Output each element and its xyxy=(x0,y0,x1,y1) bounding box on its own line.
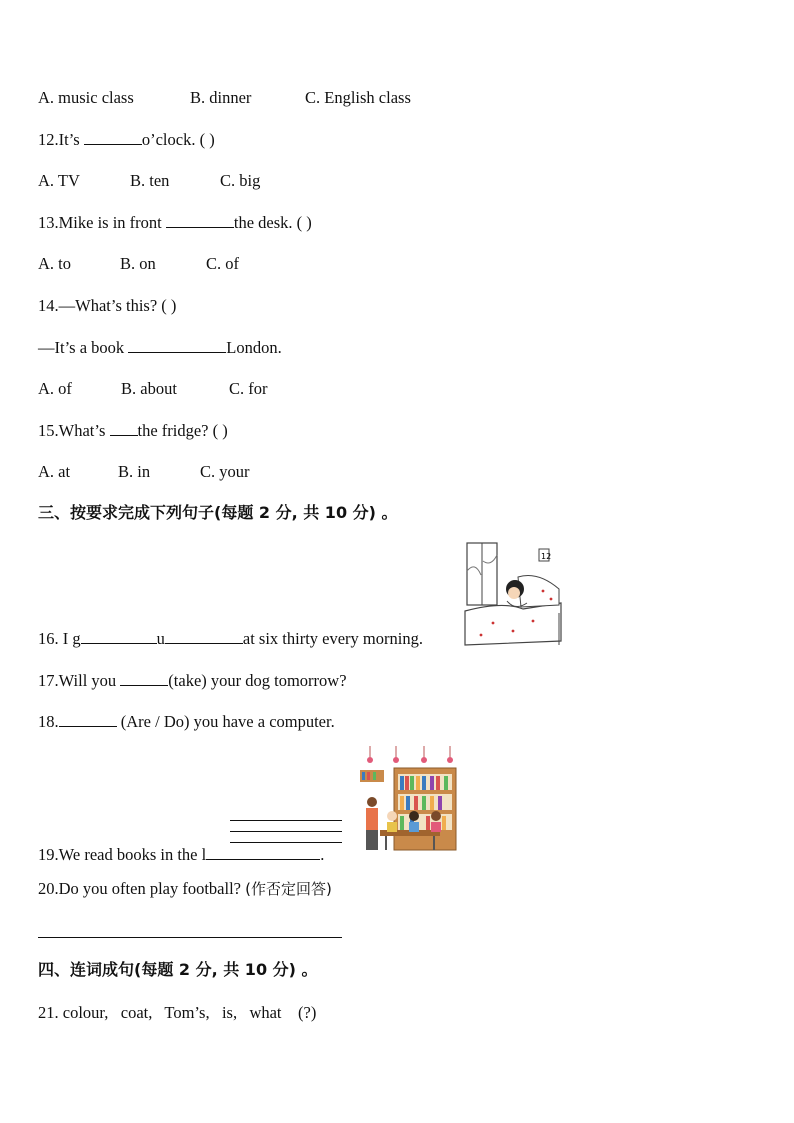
section-4-heading: 四、连词成句(每题 2 分, 共 10 分) 。 xyxy=(38,960,318,979)
question-text: What’s xyxy=(58,421,110,440)
option: B. ten xyxy=(130,171,170,190)
q11-options xyxy=(38,88,411,108)
question-text: —It’s a book xyxy=(38,338,129,357)
question-text: u xyxy=(156,629,165,648)
question-text: . colour, coat, Tom’s, is, what (?) xyxy=(54,1003,317,1022)
question-text: Will you xyxy=(58,671,121,690)
question-text: I g xyxy=(62,629,81,648)
question-12 xyxy=(38,130,215,150)
question-number: 12. xyxy=(38,130,59,149)
option: C. big xyxy=(220,171,261,190)
question-text: It’s xyxy=(58,130,84,149)
answer-blank[interactable] xyxy=(110,421,138,436)
option: C. of xyxy=(206,254,239,273)
question-text: Mike is in front xyxy=(58,213,166,232)
option: A. TV xyxy=(38,171,80,190)
option: B. about xyxy=(121,379,177,398)
question-text: . xyxy=(320,845,325,864)
question-number: 19. xyxy=(38,845,59,864)
question-text: We read books in the l xyxy=(58,845,207,864)
option: A. music class xyxy=(38,88,134,107)
question-17 xyxy=(38,671,347,691)
option: C. for xyxy=(229,379,268,398)
question-19 xyxy=(38,845,324,865)
q13-options xyxy=(38,254,239,274)
question-13 xyxy=(38,213,312,233)
q14-options xyxy=(38,379,268,399)
answer-blank[interactable] xyxy=(166,213,234,228)
writing-line xyxy=(230,831,342,832)
question-text: the fridge? ( ) xyxy=(137,421,228,440)
answer-line[interactable] xyxy=(38,937,342,938)
instruction-text: (作否定回答) xyxy=(245,880,332,898)
question-text: Do you often play football? xyxy=(58,879,246,898)
question-text: the desk. ( ) xyxy=(233,213,312,232)
question-number: 14. xyxy=(38,296,59,315)
question-text: (Are / Do) you have a computer. xyxy=(116,712,335,731)
question-14-answer xyxy=(38,338,282,358)
svg-text:12: 12 xyxy=(541,552,552,561)
option: C. your xyxy=(200,462,250,481)
answer-blank[interactable] xyxy=(206,845,320,860)
option: A. to xyxy=(38,254,71,273)
question-text: —What’s this? ( ) xyxy=(58,296,177,315)
option: B. dinner xyxy=(190,88,252,107)
section-3-heading: 三、按要求完成下列句子(每题 2 分, 共 10 分) 。 xyxy=(38,503,398,522)
question-number: 18. xyxy=(38,712,59,731)
question-21 xyxy=(38,1003,316,1023)
option: B. in xyxy=(118,462,151,481)
q12-options xyxy=(38,171,260,191)
bedroom-illustration xyxy=(463,541,563,647)
question-number: 17. xyxy=(38,671,59,690)
question-18 xyxy=(38,712,335,732)
writing-line xyxy=(230,842,342,843)
question-20 xyxy=(38,879,332,899)
question-16 xyxy=(38,629,423,649)
answer-blank[interactable] xyxy=(59,712,117,727)
question-number: 16. xyxy=(38,629,63,648)
question-number: 13. xyxy=(38,213,59,232)
answer-blank[interactable] xyxy=(165,629,243,644)
writing-line xyxy=(230,820,342,821)
question-text: at six thirty every morning. xyxy=(242,629,423,648)
answer-blank[interactable] xyxy=(120,671,168,686)
option: A. at xyxy=(38,462,71,481)
option: C. English class xyxy=(305,88,411,107)
question-text: London. xyxy=(226,338,282,357)
question-number: 15. xyxy=(38,421,59,440)
option: A. of xyxy=(38,379,72,398)
question-number: 20. xyxy=(38,879,59,898)
answer-blank[interactable] xyxy=(128,338,226,353)
option: B. on xyxy=(120,254,156,273)
q15-options xyxy=(38,462,250,482)
answer-blank[interactable] xyxy=(81,629,157,644)
question-text: (take) your dog tomorrow? xyxy=(168,671,347,690)
question-text: o’clock. ( ) xyxy=(141,130,215,149)
question-15 xyxy=(38,421,228,441)
answer-blank[interactable] xyxy=(84,130,142,145)
library-illustration xyxy=(356,746,460,854)
question-14 xyxy=(38,296,176,316)
question-number: 21 xyxy=(38,1003,55,1022)
